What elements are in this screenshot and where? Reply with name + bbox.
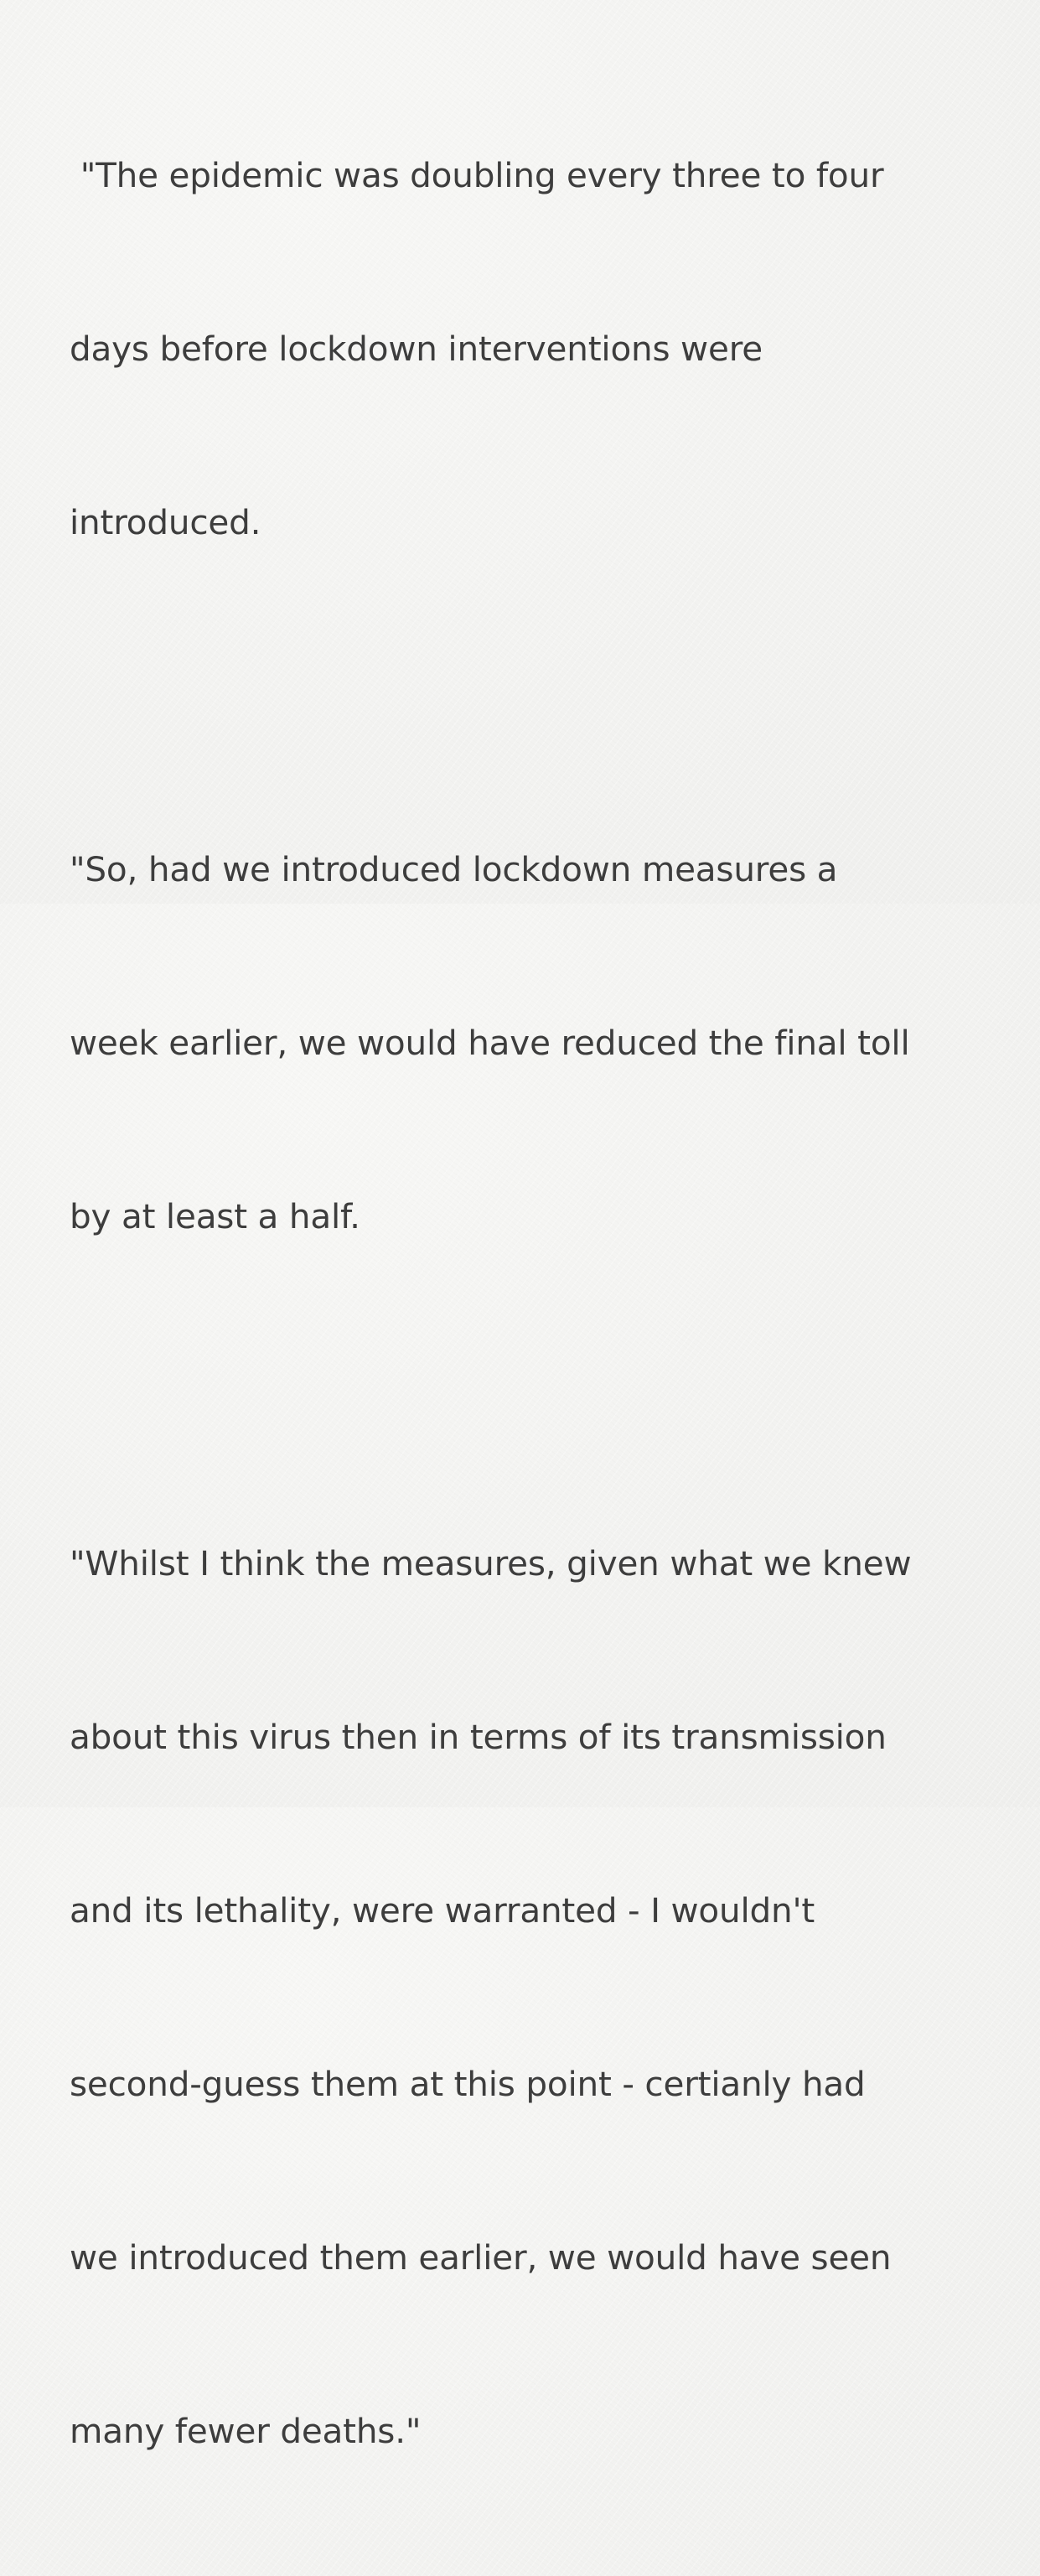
text-line: we introduced them earlier, we would have seen (70, 2237, 892, 2278)
text-line: by at least a half. (70, 1196, 360, 1236)
text-line: "So, had we introduced lockdown measures a (70, 849, 838, 889)
text-line: "The epidemic was doubling every three to four (70, 155, 884, 195)
text-line: days before lockdown interventions were (70, 329, 763, 369)
text-line: about this virus then in terms of its transmission (70, 1717, 887, 1757)
paragraph-spacer (70, 667, 1000, 725)
paragraph-measures-warranted (70, 1419, 1000, 2576)
text-line: second-guess them at this point - certianly had (70, 2064, 866, 2104)
paragraph-week-earlier (70, 725, 1000, 1361)
text-line: many fewer deaths." (70, 2411, 422, 2451)
paragraph-spacer (70, 1361, 1000, 1419)
text-line: "Whilst I think the measures, given what we knew (70, 1543, 912, 1583)
quote-text-body (70, 31, 1000, 2576)
text-line: introduced. (70, 502, 261, 542)
text-line: week earlier, we would have reduced the final toll (70, 1023, 910, 1063)
text-line: and its lethality, were warranted - I wouldn't (70, 1890, 815, 1931)
paragraph-doubling (70, 31, 1000, 667)
